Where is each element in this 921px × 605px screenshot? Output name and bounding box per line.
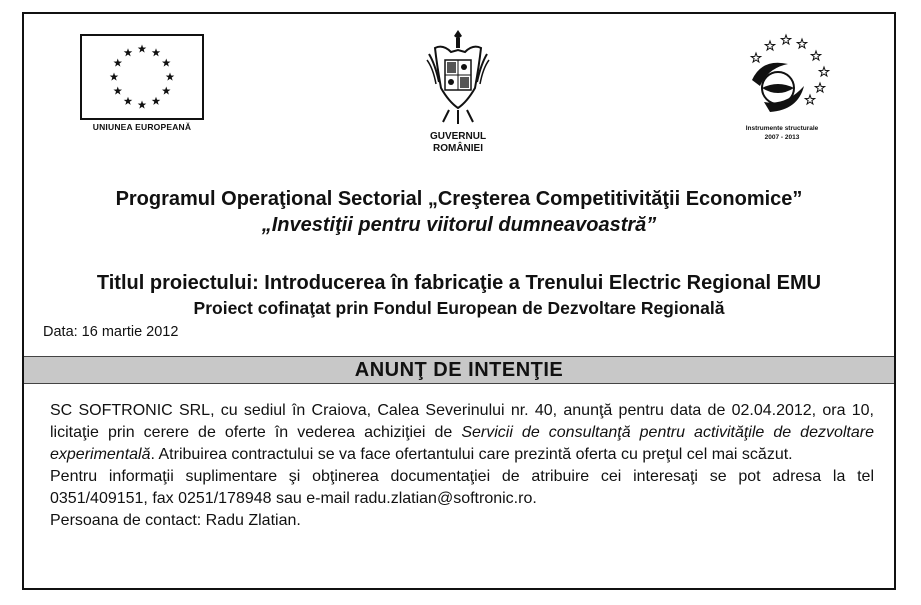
announcement-date: Data: 16 martie 2012 — [43, 324, 179, 340]
body-p1-italic: Servicii de consultanţă pentru activităţile de dezvoltare experimentală — [50, 424, 874, 463]
is-caption-line1: Instrumente structurale — [745, 125, 819, 132]
coat-of-arms-icon — [425, 26, 491, 130]
gov-caption-line2: ROMÂNIEI — [433, 143, 483, 154]
announcement-banner: ANUNŢ DE INTENŢIE — [24, 356, 894, 384]
project-title: Titlul proiectului: Introducerea în fabricaţie a Trenului Electric Regional EMU — [96, 272, 822, 294]
eu-flag-logo — [80, 34, 204, 120]
eu-caption: UNIUNEA EUROPEANĂ — [92, 122, 192, 132]
gov-caption — [398, 131, 518, 155]
program-motto: „Investiţii pentru viitorul dumneavoastră” — [261, 214, 657, 236]
body-paragraph-3: Persoana de contact: Radu Zlatian. — [50, 512, 301, 529]
program-title: Programul Operaţional Sectorial „Creşterea Competitivităţii Economice” — [115, 188, 803, 210]
is-caption-line2: 2007 - 2013 — [764, 134, 800, 141]
body-paragraph-2: Pentru informaţii suplimentare şi obţinerea documentaţiei de atribuire cei interesaţi se pot adresa la tel 0351/409151, fax 0251/178948 sau e-mail radu.zlatian@softronic.ro. — [50, 468, 874, 507]
gov-caption-line1: GUVERNUL — [429, 131, 487, 142]
structural-instruments-logo — [734, 30, 834, 127]
body-paragraph-1 — [50, 400, 874, 466]
eu-stars-icon — [82, 36, 202, 118]
body-p1-part1: SC SOFTRONIC SRL, cu sediul în Craiova, Calea Severinului nr. 40, anunţă pentru data de 02.04.2012, ora 10, licitaţie prin cerere de oferte în vederea achiziţiei de — [50, 402, 874, 441]
body-p1-part2: . Atribuirea contractului se va face ofertantului care prezintă oferta cu preţul cel mai scăzut. — [150, 446, 793, 463]
romania-coat-of-arms-logo — [425, 26, 491, 135]
structural-instruments-icon — [734, 30, 834, 122]
cofinancing-line: Proiect cofinaţat prin Fondul European de Dezvoltare Regională — [193, 298, 725, 318]
announcement-body — [50, 400, 874, 532]
